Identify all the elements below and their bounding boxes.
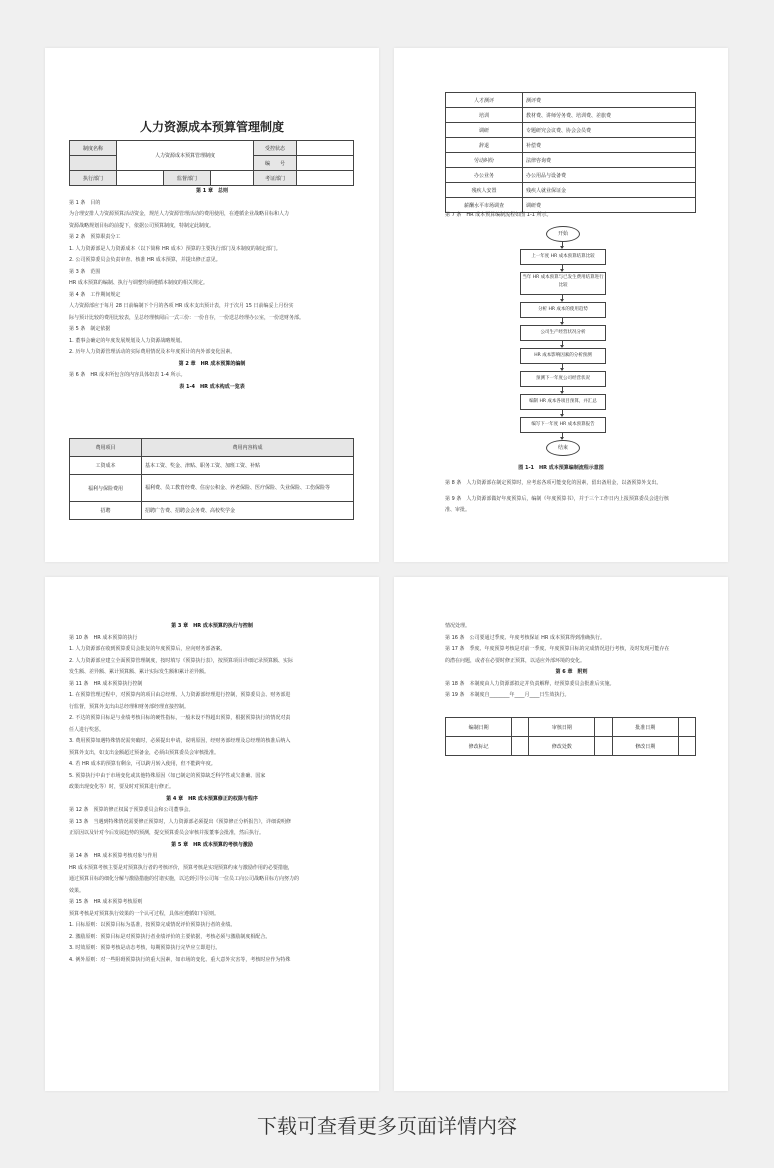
paragraph: 第 2 条 预算职责分工	[69, 234, 121, 240]
paragraph: 第 9 条 人力资源部做好年度预算后，编制《年度预算书》，并于三个工作日内上报预算委员会进行核	[445, 495, 669, 502]
table-row	[70, 457, 354, 475]
paragraph: 第 6 章 附则	[555, 669, 588, 675]
table-row	[446, 123, 696, 138]
paragraph: 第 7 条 HR 成本预算编制流程如图 1-1 所示。	[445, 212, 552, 218]
table-cell: 福利与保险费用	[70, 475, 142, 502]
page2-body	[445, 478, 698, 517]
meta-blank	[70, 156, 117, 171]
table-cell: 劳动纠纷	[446, 153, 523, 168]
paragraph: 第 13 条 当遇到特殊情况需要修正预算时，人力资源部必须提出《预算修正分析报告》，详细说明修	[69, 818, 292, 825]
table-row	[446, 108, 696, 123]
meta-audit-label: 考证部门	[254, 171, 297, 186]
paragraph: 第 3 条 范围	[69, 268, 101, 275]
table-cell: 调研费	[523, 198, 696, 213]
table-cell: 招聘	[70, 502, 142, 520]
download-more-link[interactable]: 下载可查看更多页面详情内容	[257, 1114, 517, 1138]
table-row	[446, 183, 696, 198]
table-cell: 测评费	[523, 93, 696, 108]
paragraph: 的潜在问题，或者在必要时修正预算，以适应外部环境的变化。	[445, 657, 586, 664]
table-cell: 人才测评	[446, 93, 523, 108]
flow-end: 结束	[546, 440, 580, 456]
table-cell: 福利费、员工教育经费、住房公积金、养老保险、医疗保险、失业保险、工伤保险等	[142, 475, 354, 502]
table-row	[70, 502, 354, 520]
paragraph: 第 17 条 季度、年度预算考核是对前一季度、年度预算目标的完成情况进行考核，及时发现可能存在	[445, 646, 670, 652]
paragraph: 1. 人力资源部是人力资源成本（以下简称 HR 成本）预算的主要执行部门及本制度的制定部门。	[69, 245, 281, 252]
table-cell	[595, 718, 612, 737]
paragraph: 第 14 条 HR 成本预算考核对象与作用	[69, 853, 158, 859]
table-cell: 批准日期	[612, 718, 678, 737]
table-cell: 修改处数	[529, 737, 595, 756]
paragraph: 2. 不达的预算目标是与业绩考核目标的硬性指标，一般未设不得超出预算，根据预算执行的情况对责	[69, 715, 291, 721]
table-cell	[678, 737, 695, 756]
paragraph: 第 18 条 本制度由人力资源部拟定并负责解释，经预算委员会批准后实施。	[445, 680, 615, 687]
paragraph: 第 12 条 预算的修正权属于预算委员会和公司董事会。	[69, 807, 194, 813]
paragraph: 第 15 条 HR 成本预算考核原则	[69, 899, 143, 905]
table-cell	[595, 737, 612, 756]
document-page-2	[394, 48, 728, 562]
paragraph: 预算外支出，如支出金额超过预备金，必须由预算委员会审核批准。	[69, 749, 220, 756]
table-cell: 办公业务	[446, 168, 523, 183]
table-cell: 审核日期	[529, 718, 595, 737]
paragraph: 2. 激励原则：预算目标是对预算执行者业绩评价的主要依据，考核必须与激励制度相配合。	[69, 933, 271, 940]
paragraph: 第 4 章 HR 成本预算修正的权限与程序	[166, 795, 258, 802]
paragraph: 3. 时效原则：预算考核是动态考核，每期预算执行完毕应立即进行。	[69, 945, 221, 951]
paragraph: 第 6 条 HR 成本所包含的内容具体如表 1-4 所示。	[69, 372, 186, 378]
table-cell	[512, 718, 529, 737]
page3-body	[69, 621, 355, 966]
document-page-4	[394, 577, 728, 1091]
table-cell	[678, 718, 695, 737]
meta-monitor-label: 监督部门	[164, 171, 211, 186]
paragraph: 2. 历年人力资源管理活动的实际费用情况及本年度预计的内外部变化因素。	[69, 349, 236, 355]
paragraph: 4. 若 HR 成本的预算有剩余，可以跨月转入使用，但不能跨年度。	[69, 761, 216, 767]
paragraph: 准、审批。	[445, 507, 471, 513]
table-cell: 工资成本	[70, 457, 142, 475]
meta-exec-value	[117, 171, 164, 186]
table-row	[446, 737, 696, 756]
paragraph: 第 5 章 HR 成本预算的考核与激励	[171, 841, 253, 848]
table-caption: 表 1-4 HR 成本构成一览表	[179, 383, 245, 390]
paragraph: 3. 费用预算如遇特殊情况需突破时，必须提出申请，说明原因，经财务部经理及总经理的核准后纳入	[69, 738, 291, 744]
paragraph: 效果。	[69, 887, 85, 894]
table-cell: 基本工资、奖金、津贴、职务工资、加班工资、补贴	[142, 457, 354, 475]
paragraph: 发生额、差异额、累计预算额、累计实际发生额和累计差异额。	[69, 669, 210, 675]
flow-step: 预测下一年度公司经营状况	[520, 371, 606, 387]
meta-monitor-value	[211, 171, 254, 186]
flow-step: 上一年度 HR 成本预算结算比较	[520, 249, 606, 265]
paragraph: 2. 人力资源部应建立全面预算管理制度，按时填写《预算执行表》，按预算项目详细记录预算额、实际	[69, 657, 293, 664]
meta-status-label: 受控状态	[254, 141, 297, 156]
approval-table	[445, 717, 696, 756]
paragraph: 第 5 条 制定依据	[69, 326, 111, 332]
paragraph: 资源战略规划目标的前提下，依据公司预算制度，特制定此制度。	[69, 222, 215, 229]
cost-table-header: 费用内容构成	[142, 439, 354, 457]
paragraph: 情况处理。	[445, 623, 471, 629]
flowchart	[394, 218, 728, 458]
paragraph: 际与预计比较的费用比较表，呈总经理核阅后一式三份：一份自存，一份送总经理办公室，一份送财务部。	[69, 314, 305, 321]
paragraph: 第 1 章 总则	[196, 188, 228, 194]
meta-name-value: 人力资源成本预算管理制度	[117, 141, 254, 171]
document-title: 人力资源成本预算管理制度	[139, 120, 284, 134]
paragraph: 通过预算目标的细化分解与激励措施的付诸实施，以达到引导公司每一位员工向公司战略目标方向努力的	[69, 876, 300, 882]
paragraph: HR 成本预算的编制、执行与调整均须遵循本制度的相关规定。	[69, 280, 208, 286]
table-cell: 辞退	[446, 138, 523, 153]
table-cell: 残疾人就业保证金	[523, 183, 696, 198]
table-row	[446, 168, 696, 183]
paragraph: 1. 人力资源部在收到预算委员会批复的年度预算后，应向财务部备案。	[69, 646, 226, 652]
table-cell: 培训	[446, 108, 523, 123]
figure-caption: 图 1-1 HR 成本预算编制流程示意图	[518, 465, 604, 471]
paragraph: 第 1 条 目的	[69, 199, 101, 206]
paragraph: 正原因以及针对今后发展趋势的预测，提交预算委员会审核并报董事会批准，然后执行。	[69, 830, 265, 836]
paragraph: 第 4 条 工作期间规定	[69, 291, 121, 298]
meta-status-value	[297, 141, 354, 156]
paragraph: 5. 预算执行中由于市场变化或其他特殊原因（如已制定的预算缺乏科学性或欠准确、国家	[69, 772, 266, 779]
table-cell: 招聘广告费、招聘会会务费、高校奖学金	[142, 502, 354, 520]
table-row	[446, 718, 696, 737]
table-cell: 调研	[446, 123, 523, 138]
paragraph: 1. 在预算管理过程中，对预算内的项目由总经理、人力资源部经理进行控制，预算委员会、财务部进	[69, 692, 291, 698]
flow-step: 分析 HR 成本的使用趋势	[520, 302, 606, 318]
table-cell: 办公用品与设备费	[523, 168, 696, 183]
meta-exec-label: 执行部门	[70, 171, 117, 186]
paragraph: 预算考核是对预算执行效果的一个认可过程，具体应遵循如下原则。	[69, 910, 220, 917]
paragraph: 第 2 章 HR 成本预算的编制	[178, 360, 246, 367]
paragraph: 1. 董事会确定的年度发展规划及人力资源战略规划。	[69, 337, 186, 344]
paragraph: 1. 目标原则：以预算目标为基准，按预算完成情况评价预算执行者的业绩。	[69, 922, 236, 928]
paragraph: 第 8 条 人力资源部在制定预算时，应考虑各项可能变化的因素，留出备用金，以备预算外支出。	[445, 480, 662, 486]
paragraph: 为合理安排人力资源预算活动资金，规范人力资源管理活动的费用使用，在遵循企业战略目标和人力	[69, 211, 290, 217]
paragraph: 2. 公司预算委员会负责审查、核准 HR 成本预算，并提出修正意见。	[69, 257, 221, 263]
paragraph: 第 16 条 公司要通过季度、年度考核保证 HR 成本预算得到准确执行。	[445, 634, 605, 641]
flow-step: 编制 HR 成本各项目预算，并汇总	[520, 394, 606, 410]
paragraph: HR 成本预算考核主要是对预算执行者的考核评价，预算考核是实现预算约束与激励作用的必要措施，	[69, 864, 293, 871]
meta-name-label: 制度名称	[70, 141, 117, 156]
paragraph: 4. 例外原则：对一些阻碍预算执行的重大因素，如市场的变化、重大意外灾害等，考核时应作为特殊	[69, 956, 291, 963]
table-cell: 修改日期	[612, 737, 678, 756]
meta-number-label: 编 号	[254, 156, 297, 171]
cost-table	[69, 438, 354, 520]
table-cell: 教材费、讲师劳务费、培训费、差旅费	[523, 108, 696, 123]
table-row	[446, 153, 696, 168]
paragraph: 第 3 章 HR 成本预算的执行与控制	[171, 623, 253, 629]
cost-table-continued	[445, 92, 696, 213]
page4-body	[445, 621, 698, 702]
meta-number-value	[297, 156, 354, 171]
table-row	[446, 138, 696, 153]
table-cell	[512, 737, 529, 756]
flow-step: HR 成本影响因素的分析预测	[520, 348, 606, 364]
meta-table	[69, 140, 354, 186]
table-cell: 修改标记	[446, 737, 512, 756]
table-row	[70, 475, 354, 502]
page1-body	[69, 186, 355, 393]
paragraph: 政策出现变化等）时，要及时对预算进行修正。	[69, 784, 175, 790]
table-cell: 补偿费	[523, 138, 696, 153]
flow-start: 开始	[546, 226, 580, 242]
paragraph: 第 19 条 本制度自________年____月____日生效执行。	[445, 692, 570, 698]
flow-step: 当年 HR 成本预算与已发生费用结算进行比较	[520, 272, 606, 295]
paragraph: 行监督，预算外支出由总经理和财务部经理直接控制。	[69, 703, 190, 710]
table-cell: 薪酬水平市场调查	[446, 198, 523, 213]
meta-audit-value	[297, 171, 354, 186]
document-page-1	[45, 48, 379, 562]
table-cell: 编制日期	[446, 718, 512, 737]
cost-table-header: 费用项目	[70, 439, 142, 457]
table-cell: 残疾人安置	[446, 183, 523, 198]
paragraph: 人力资源部应于每月 28 日前编制下个月的各项 HR 成本支出预计表，并于次月 15 日前编妥上月份实	[69, 303, 294, 309]
flow-step: 编写下一年度 HR 成本预算报告	[520, 417, 606, 433]
paragraph: 第 10 条 HR 成本预算的执行	[69, 634, 138, 641]
flow-step: 公司生产经营状况分析	[520, 325, 606, 341]
table-cell: 专题研究会议费、协会会员费	[523, 123, 696, 138]
table-cell: 法律咨询费	[523, 153, 696, 168]
paragraph: 任人进行奖惩。	[69, 726, 105, 733]
table-row	[446, 93, 696, 108]
paragraph: 第 11 条 HR 成本预算执行控制	[69, 680, 143, 687]
document-page-3	[45, 577, 379, 1091]
